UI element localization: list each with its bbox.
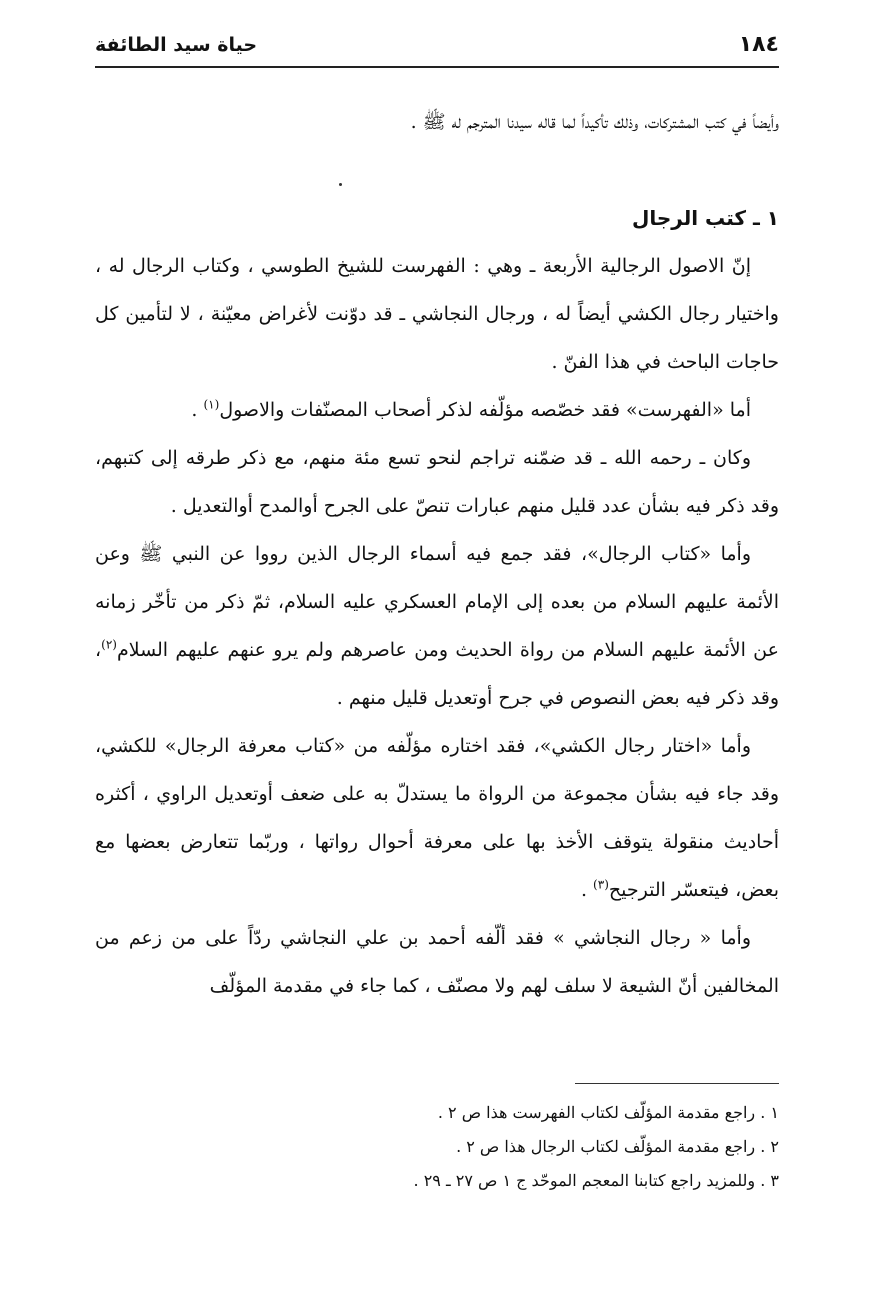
paragraph-text: وأما «اختار رجال الكشي»، فقد اختاره مؤلّفه من «كتاب معرفة الرجال» للكشي، وقد جاء فيه بشأن مجموعة من الرواة ما يستدلّ به على ضعف أوتعديل الراوي ، أكثره أحاديث منقولة يتوقف الأخذ بها على معرفة أحوال رواتها ، وربّما تتعارض بعضها مع بعض، فيتعسّر الترجيح [95, 735, 779, 901]
print-speck [339, 183, 342, 186]
footnote-ref: (١) [203, 397, 220, 412]
footnote-separator [575, 1083, 779, 1084]
paragraph-text: . [580, 879, 594, 901]
footnote: ١ . راجع مقدمة المؤلّف لكتاب الفهرست هذا ص ٢ . [437, 1103, 779, 1122]
paragraph-text: ، وقد ذكر فيه بعض النصوص في جرح أوتعديل قليل منهم . [95, 639, 779, 709]
paragraph-text: وأما «كتاب الرجال»، فقد جمع فيه أسماء الرجال الذين رووا عن النبي ﷺ وعن الأئمة عليهم السلام من بعده إلى الإمام العسكري عليه السلام، ثمّ ذكر من تأخّر زمانه عن الأئمة عليهم السلام من رواة الحديث ومن عاصرهم ولم يرو عنهم عليهم السلام [95, 543, 779, 661]
paragraph-text: . [191, 399, 204, 421]
footnote-ref: (٣) [593, 877, 609, 892]
body-text [95, 242, 779, 1010]
paragraph [95, 242, 779, 386]
running-header [95, 28, 779, 68]
book-title: حياة سيد الطائفة [95, 34, 258, 56]
footnote: ٢ . راجع مقدمة المؤلّف لكتاب الرجال هذا ص ٢ . [456, 1137, 779, 1156]
paragraph-text: وكان ـ رحمه الله ـ قد ضمّنه تراجم لنحو تسع مئة منهم، مع ذكر طرقه إلى كتبهم، وقد ذكر فيه بشأن عدد قليل منهم عبارات تنصّ على الجرح أوالمدح أوالتعديل . [95, 447, 779, 517]
footnote: ٣ . وللمزيد راجع كتابنا المعجم الموحّد ج ١ ص ٢٧ ـ ٢٩ . [413, 1171, 779, 1190]
footnotes [95, 1096, 779, 1198]
paragraph-text: إنّ الاصول الرجالية الأربعة ـ وهي : الفهرست للشيخ الطوسي ، وكتاب الرجال له ، واختيار رجال الكشي أيضاً له ، ورجال النجاشي ـ قد دوّنت لأغراض معيّنة ، لا لتأمين كل حاجات الباحث في هذا الفنّ . [95, 255, 779, 373]
paragraph-text: وأما « رجال النجاشي » فقد ألّفه أحمد بن علي النجاشي ردّاً على من زعم من المخالفين أنّ الشيعة لا سلف لهم ولا مصنّف ، كما جاء في مقدمة المؤلّف [95, 927, 779, 997]
paragraph [95, 434, 779, 530]
page-number: ١٨٤ [738, 32, 779, 57]
section-heading: ١ ـ كتب الرجال [632, 206, 779, 230]
footnote-ref: (٢) [101, 637, 117, 652]
paragraph-text: أما «الفهرست» فقد خصّصه مؤلّفه لذكر أصحاب المصنّفات والاصول [219, 399, 751, 421]
paragraph [95, 722, 779, 914]
paragraph [95, 914, 779, 1010]
intro-paragraph: وأيضاً في كتب المشتركات، وذلك تأكيداً لما قاله سيدنا المترجم له ﷺ . [410, 111, 779, 133]
paragraph [95, 386, 779, 434]
paragraph [95, 530, 779, 722]
